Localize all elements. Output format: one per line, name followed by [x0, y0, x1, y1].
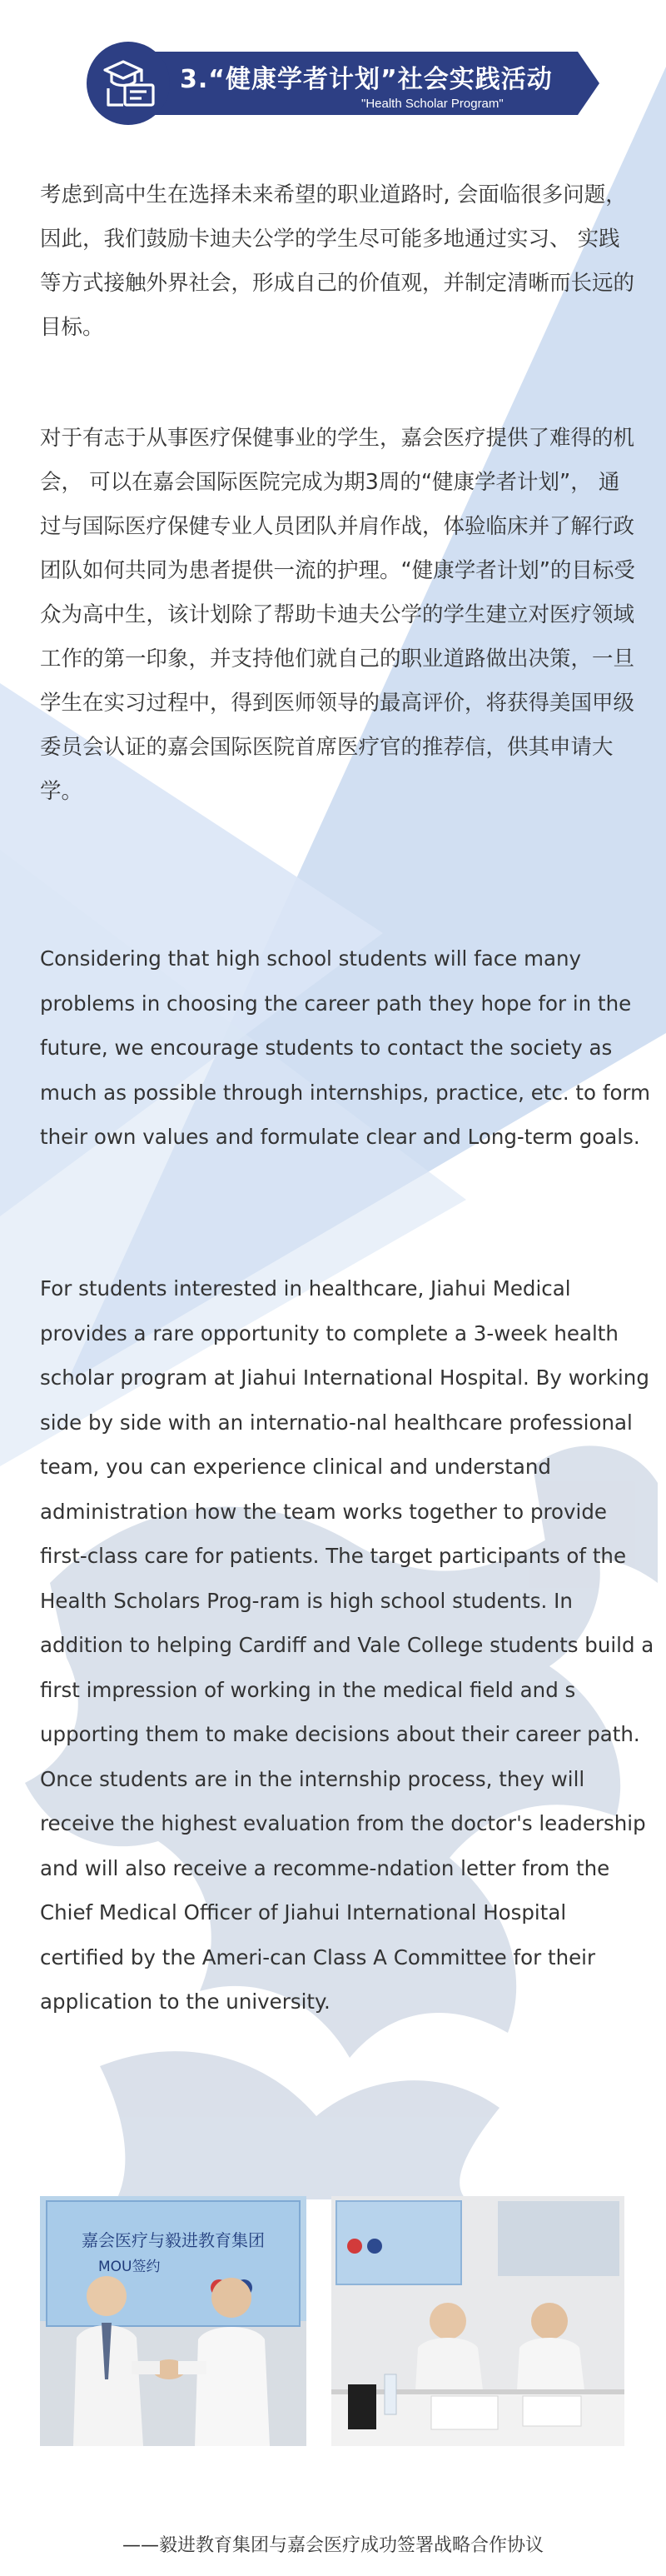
photo-caption: ——毅进教育集团与嘉会医疗成功签署战略合作协议 — [122, 2535, 544, 2556]
screen-text-line2: MOU签约 — [98, 2259, 161, 2275]
graduation-cap-certificate-icon — [100, 53, 160, 113]
section-header-banner — [87, 42, 603, 125]
section-subtitle: "Health Scholar Program" — [361, 97, 504, 111]
screen-text-line1: 嘉会医疗与毅进教育集团 — [82, 2230, 265, 2250]
photo-handshake — [40, 2196, 306, 2446]
photo-signing — [331, 2196, 624, 2446]
paragraph-en-1: Considering that high school students will face many problems in choosing the career path they hope for in the future, we encourage students to contact the society as much as possible through internships, practice, etc. to form their own values and formulate clear and Long-term goals. — [40, 946, 650, 1149]
paragraph-en-2: For students interested in healthcare, Jiahui Medical provides a rare opportunity to complete a 3-week health scholar program at Jiahui International Hospital. By working side by side with an internatio-nal healthcare professional team, you can experience clinical and understand administration how the team works together to provide first-class care for patients. The target participants of the Health Scholars Prog-ram is high school students. In addition to helping Cardiff and Vale College students build a first impression of working in the medical field and s upporting them to make decisions about their career path. Once students are in the internship process, they will receive the highest evaluation from the doctor's leadership and will also receive a recomme-ndation letter from the Chief Medical Officer of Jiahui International Hospital certified by the Ameri-can Class A Committee for their application to the university. — [40, 1276, 654, 2014]
paragraph-zh-1: 考虑到高中生在选择未来希望的职业道路时, 会面临很多问题， 因此，我们鼓励卡迪夫公学的学生尽可能多地通过实习、 实践等方式接触外界社会，形成自己的价值观，并制定清晰而长远的目标。 — [40, 182, 635, 340]
paragraph-zh-2: 对于有志于从事医疗保健事业的学生，嘉会医疗提供了难得的机会， 可以在嘉会国际医院完成为期3周的“健康学者计划”， 通过与国际医疗保健专业人员团队并肩作战，体验临床并了解行政团队如何共同为患者提供一流的护理。“健康学者计划”的目标受众为高中生，该计划除了帮助卡迪夫公学的学生建立对医疗领域工作的第一印象，并支持他们就自己的职业道路做出决策，一旦学生在实习过程中，得到医师领导的最高评价，将获得美国甲级委员会认证的嘉会国际医院首席医疗官的推荐信，供其申请大学。 — [40, 426, 635, 804]
section-title: 3.“健康学者计划”社会实践活动 — [180, 65, 553, 94]
